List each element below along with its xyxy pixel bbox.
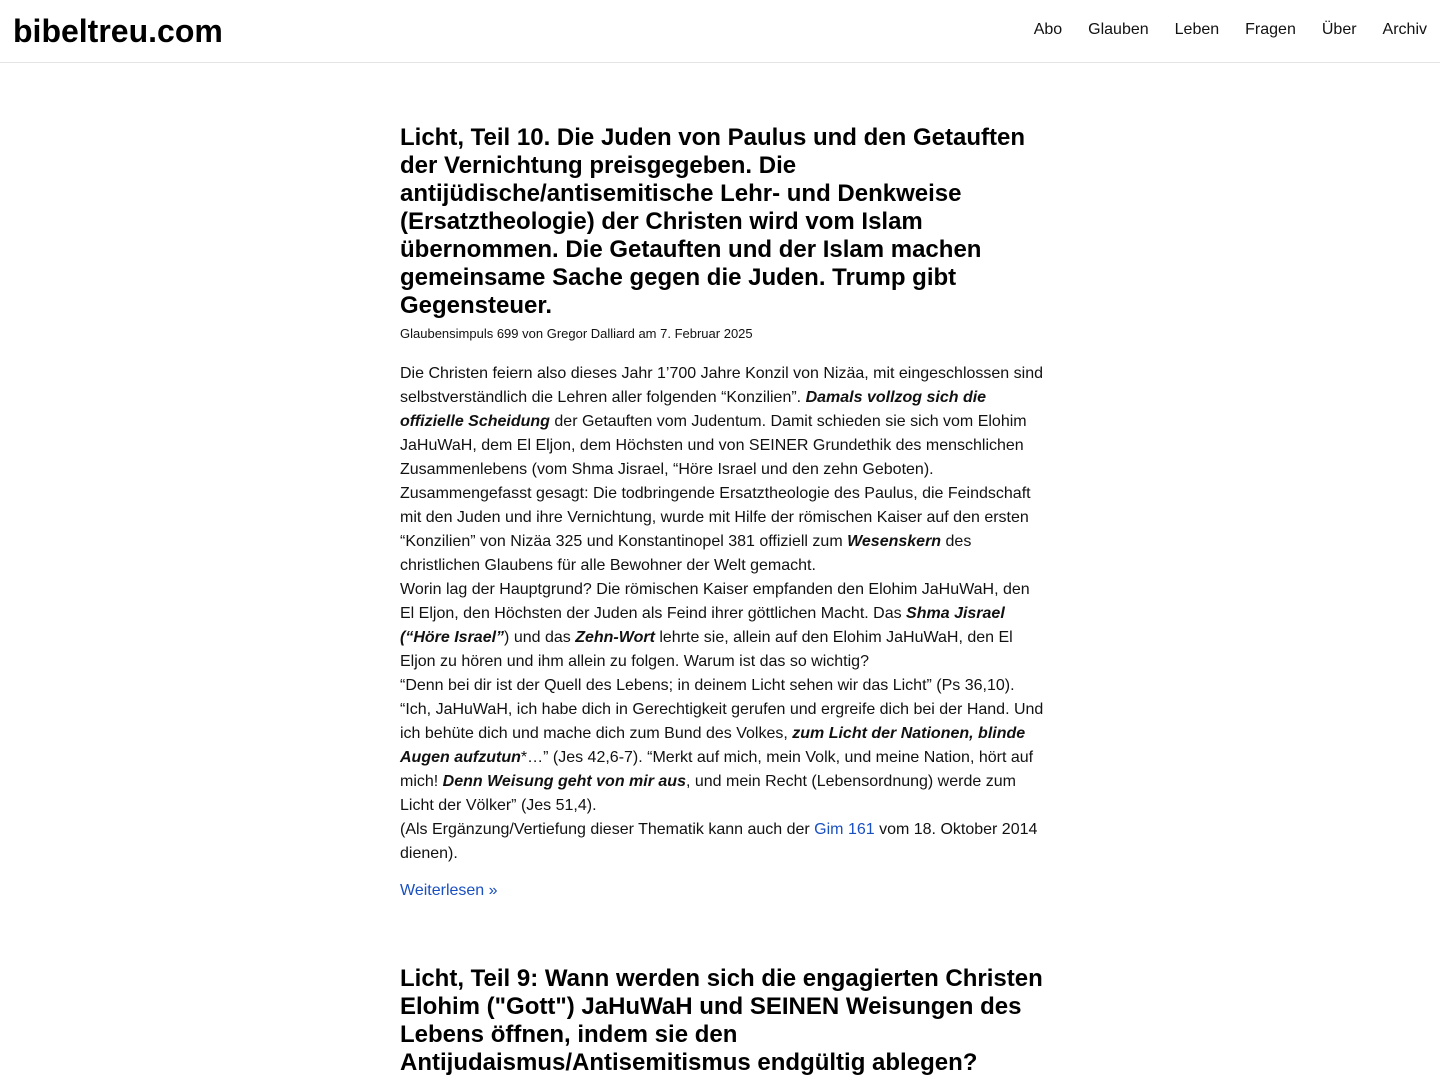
- post-title-link[interactable]: Licht, Teil 9: Wann werden sich die engagierten Christen Elohim ("Gott") JaHuWaH und SEINEN Weisungen des Lebens öffnen, indem sie den Antijudaismus/Antisemitismus endgültig ablegen?: [400, 965, 1043, 1076]
- post-excerpt: [400, 362, 1044, 866]
- text-span: , und mein Recht (Lebensordnung) werde zum Licht der Völker” (Jes 51,4).: [400, 773, 1016, 814]
- text-span: des christlichen Glaubens für alle Bewohner der Welt gemacht.: [400, 533, 972, 574]
- nav-item-fragen[interactable]: Fragen: [1245, 21, 1296, 38]
- emphasis-text: Denn Weisung geht von mir aus: [442, 773, 686, 790]
- emphasis-text: Damals vollzog sich die offizielle Scheidung: [400, 389, 987, 430]
- nav-item-leben[interactable]: Leben: [1174, 21, 1220, 38]
- text-span: vom 18. Oktober 2014 dienen).: [400, 821, 1038, 862]
- nav-item-abo[interactable]: Abo: [1033, 21, 1063, 38]
- paragraph: [400, 674, 1044, 698]
- text-span: ) und das: [504, 629, 576, 646]
- post-article: [400, 965, 1044, 1077]
- emphasis-text: Zehn-Wort: [575, 629, 655, 646]
- text-span: *…” (Jes 42,6-7). “Merkt auf mich, mein Volk, und meine Nation, hört auf mich!: [400, 749, 1034, 790]
- nav-item-ueber[interactable]: Über: [1321, 21, 1357, 38]
- paragraph: [400, 362, 1044, 482]
- read-more-link[interactable]: Weiterlesen »: [400, 882, 498, 899]
- main-content: [400, 124, 1044, 1077]
- site-title-link[interactable]: bibeltreu.com: [13, 13, 223, 49]
- nav-item-glauben[interactable]: Glauben: [1088, 21, 1149, 38]
- text-span: Zusammengefasst gesagt: Die todbringende Ersatztheologie des Paulus, die Feindschaft mit den Juden und ihre Vernichtung, wurde mit Hilfe der römischen Kaiser auf den ersten “Konzilien” von Nizäa 325 und Konstantinopel 381 offiziell zum: [400, 485, 1031, 550]
- read-more-container: [400, 879, 1044, 903]
- paragraph: [400, 578, 1044, 674]
- text-span: “Ich, JaHuWaH, ich habe dich in Gerechtigkeit gerufen und ergreife dich bei der Hand. Und ich behüte dich und mache dich zum Bund des Volkes,: [400, 701, 1044, 742]
- post-article: [400, 124, 1044, 903]
- emphasis-text: zum Licht der Nationen, blinde Augen aufzutun: [400, 725, 1026, 766]
- text-span: lehrte sie, allein auf den Elohim JaHuWaH, den El Eljon zu hören und ihm allein zu folgen. Warum ist das so wichtig?: [400, 629, 1013, 670]
- site-header: [0, 0, 1440, 63]
- text-span: (Als Ergänzung/Vertiefung dieser Thematik kann auch der: [400, 821, 815, 838]
- gim-161-link[interactable]: Gim 161: [814, 821, 875, 838]
- emphasis-text: Shma Jisrael (“Höre Israel”: [400, 605, 1005, 646]
- text-span: Die Christen feiern also dieses Jahr 1’700 Jahre Konzil von Nizäa, mit eingeschlossen sind selbstverständlich die Lehren aller folgenden “Konzilien”.: [400, 365, 1043, 406]
- paragraph: [400, 818, 1044, 866]
- paragraph: [400, 698, 1044, 818]
- paragraph: [400, 482, 1044, 578]
- emphasis-text: Wesenskern: [847, 533, 942, 550]
- main-nav: [1034, 20, 1427, 40]
- text-span: Worin lag der Hauptgrund? Die römischen Kaiser empfanden den Elohim JaHuWaH, den El Eljon, den Höchsten der Juden als Feind ihrer göttlichen Macht. Das: [400, 581, 1030, 622]
- post-meta: Glaubensimpuls 699 von Gregor Dalliard am 7. Februar 2025: [400, 326, 753, 341]
- post-title-link[interactable]: Licht, Teil 10. Die Juden von Paulus und den Getauften der Vernichtung preisgegeben. Die antijüdische/antisemitische Lehr- und Denkweise (Ersatztheologie) der Christen wird vom Islam übernommen. Die Getauften und der Islam machen gemeinsame Sache gegen die Juden. Trump gibt Gegensteuer.: [400, 124, 1025, 319]
- text-span: der Getauften vom Judentum. Damit schieden sie sich vom Elohim JaHuWaH, dem El Eljon, dem Höchsten und von SEINER Grundethik des menschlichen Zusammenlebens (vom Shma Jisrael, “Höre Israel und den zehn Geboten).: [400, 413, 1027, 478]
- text-span: “Denn bei dir ist der Quell des Lebens; in deinem Licht sehen wir das Licht” (Ps 36,10).: [400, 677, 1015, 694]
- nav-item-archiv[interactable]: Archiv: [1382, 21, 1427, 38]
